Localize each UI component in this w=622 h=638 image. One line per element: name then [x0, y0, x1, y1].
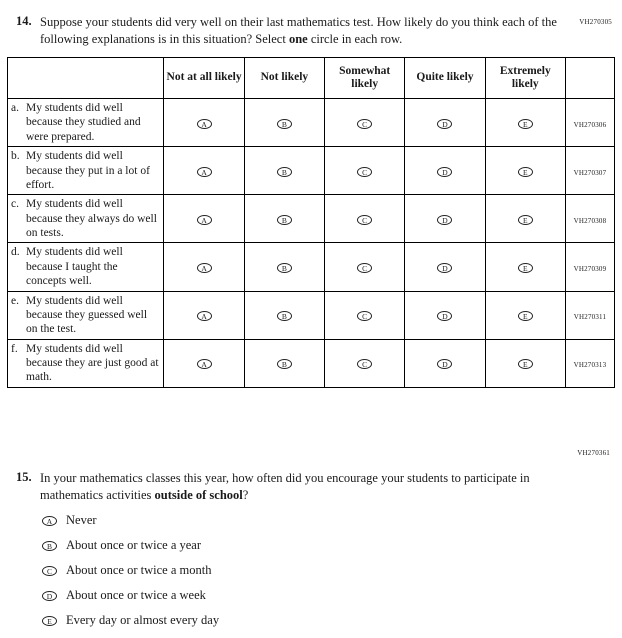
answer-bubble-b-A[interactable]: A — [197, 167, 212, 177]
header-not-at-all-likely: Not at all likely — [164, 58, 244, 99]
row-f-letter: f. — [11, 342, 18, 355]
option-never — [42, 513, 560, 528]
likert-table — [7, 57, 615, 388]
answer-bubble-a-D[interactable]: D — [437, 119, 452, 129]
option-once-twice-month — [42, 563, 560, 578]
row-e-code-text: VH270311 — [573, 313, 607, 322]
table-row — [8, 339, 615, 387]
row-e-text: My students did well because they guessed well on the test. — [26, 294, 148, 336]
row-d-text: My students did well because I taught the concepts well. — [26, 246, 123, 288]
answer-bubble-b-C[interactable]: C — [357, 167, 372, 177]
option-once-twice-month-label: About once or twice a month — [66, 563, 212, 577]
answer-bubble-e-E[interactable]: E — [518, 311, 533, 321]
row-a-cell-D — [405, 99, 485, 147]
row-c-cell-E — [485, 195, 565, 243]
row-a-cell-C — [325, 99, 405, 147]
answer-bubble-c-B[interactable]: B — [277, 215, 292, 225]
row-d-cell-A — [164, 243, 244, 291]
question-14-text-part2: circle in each row. — [307, 31, 403, 46]
row-b-cell-A — [164, 147, 244, 195]
row-d-letter: d. — [11, 246, 20, 259]
answer-bubble-15-C[interactable]: C — [42, 566, 57, 576]
table-row — [8, 147, 615, 195]
answer-bubble-d-B[interactable]: B — [277, 263, 292, 273]
answer-bubble-f-E[interactable]: E — [518, 359, 533, 369]
answer-bubble-b-D[interactable]: D — [437, 167, 452, 177]
answer-bubble-a-E[interactable]: E — [518, 119, 533, 129]
answer-bubble-15-D[interactable]: D — [42, 591, 57, 601]
row-c-code — [565, 195, 614, 243]
row-c-cell-A — [164, 195, 244, 243]
question-15 — [16, 470, 560, 638]
question-15-options — [42, 513, 560, 628]
row-a-cell-B — [244, 99, 324, 147]
answer-bubble-15-B[interactable]: B — [42, 541, 57, 551]
answer-bubble-15-E[interactable]: E — [42, 616, 57, 626]
row-a-text: My students did well because they studied and were prepared. — [26, 102, 141, 143]
row-f-cell-D — [405, 339, 485, 387]
answer-bubble-c-C[interactable]: C — [357, 215, 372, 225]
header-not-likely: Not likely — [244, 58, 324, 99]
option-never-label: Never — [66, 513, 97, 527]
answer-bubble-a-C[interactable]: C — [357, 119, 372, 129]
row-f-cell-C — [325, 339, 405, 387]
row-c-cell-C — [325, 195, 405, 243]
row-c-cell-D — [405, 195, 485, 243]
row-f-label — [8, 339, 164, 387]
row-e-letter: e. — [11, 294, 19, 307]
row-d-cell-D — [405, 243, 485, 291]
row-b-cell-E — [485, 147, 565, 195]
question-15-text — [40, 470, 560, 503]
answer-bubble-e-D[interactable]: D — [437, 311, 452, 321]
table-row — [8, 195, 615, 243]
row-b-cell-D — [405, 147, 485, 195]
likert-table-wrapper — [7, 57, 615, 388]
header-extremely-likely: Extremely likely — [485, 58, 565, 99]
row-e-cell-D — [405, 291, 485, 339]
header-somewhat-likely: Somewhat likely — [325, 58, 405, 99]
answer-bubble-c-A[interactable]: A — [197, 215, 212, 225]
answer-bubble-f-D[interactable]: D — [437, 359, 452, 369]
header-empty-code — [565, 58, 614, 99]
accession-code-top: VH270305 — [579, 18, 612, 26]
table-row — [8, 291, 615, 339]
row-f-cell-A — [164, 339, 244, 387]
row-d-code — [565, 243, 614, 291]
row-e-cell-E — [485, 291, 565, 339]
question-15-text-part1: In your mathematics classes this year, how often did you encourage your students to participate in mathematics activities — [40, 471, 530, 502]
row-f-code — [565, 339, 614, 387]
answer-bubble-d-D[interactable]: D — [437, 263, 452, 273]
row-f-cell-B — [244, 339, 324, 387]
row-a-letter: a. — [11, 102, 19, 114]
row-e-code — [565, 291, 614, 339]
answer-bubble-d-E[interactable]: E — [518, 263, 533, 273]
option-once-twice-week — [42, 588, 560, 603]
answer-bubble-c-D[interactable]: D — [437, 215, 452, 225]
question-15-text-part2: ? — [242, 487, 249, 502]
question-14-text — [40, 14, 560, 47]
row-e-cell-C — [325, 291, 405, 339]
table-header-row — [8, 58, 615, 99]
row-d-cell-E — [485, 243, 565, 291]
table-row — [8, 243, 615, 291]
option-once-twice-year-label: About once or twice a year — [66, 538, 202, 552]
row-b-text: My students did well because they put in a lot of effort. — [26, 150, 150, 191]
row-e-cell-B — [244, 291, 324, 339]
question-14-text-bold: one — [288, 31, 308, 46]
row-e-cell-A — [164, 291, 244, 339]
answer-bubble-e-A[interactable]: A — [197, 311, 212, 321]
accession-code-mid: VH270361 — [577, 449, 610, 457]
option-once-twice-year — [42, 538, 560, 553]
row-b-code-text: VH270307 — [573, 168, 607, 177]
question-14 — [16, 14, 608, 47]
row-d-cell-B — [244, 243, 324, 291]
question-14-number: 14. — [16, 14, 32, 28]
answer-bubble-b-B[interactable]: B — [277, 167, 292, 177]
row-a-code-text: VH270306 — [573, 120, 607, 129]
table-row — [8, 99, 615, 147]
answer-bubble-d-A[interactable]: A — [197, 263, 212, 273]
option-every-day-label: Every day or almost every day — [66, 613, 220, 627]
row-a-code — [565, 99, 614, 147]
answer-bubble-b-E[interactable]: E — [518, 167, 533, 177]
header-quite-likely: Quite likely — [405, 58, 485, 99]
question-15-text-bold: outside of school — [154, 487, 243, 502]
row-c-label — [8, 195, 164, 243]
answer-bubble-e-B[interactable]: B — [277, 311, 292, 321]
answer-bubble-c-E[interactable]: E — [518, 215, 533, 225]
row-a-label — [8, 99, 164, 147]
row-b-cell-B — [244, 147, 324, 195]
row-b-cell-C — [325, 147, 405, 195]
row-f-code-text: VH270313 — [573, 361, 607, 370]
row-b-code — [565, 147, 614, 195]
row-c-text: My students did well because they always do well on tests. — [26, 198, 157, 239]
answer-bubble-f-C[interactable]: C — [357, 359, 372, 369]
row-d-code-text: VH270309 — [573, 264, 607, 273]
option-once-twice-week-label: About once or twice a week — [66, 588, 206, 602]
row-b-label — [8, 147, 164, 195]
row-c-cell-B — [244, 195, 324, 243]
question-14-text-part1: Suppose your students did very well on their last mathematics test. How likely do you think each of the following explanations is in this situation? Select — [40, 15, 557, 46]
row-f-cell-E — [485, 339, 565, 387]
row-e-label — [8, 291, 164, 339]
answer-bubble-15-A[interactable]: A — [42, 516, 57, 526]
row-c-letter: c. — [11, 198, 19, 211]
answer-bubble-d-C[interactable]: C — [357, 263, 372, 273]
answer-bubble-f-A[interactable]: A — [197, 359, 212, 369]
header-empty-label — [8, 58, 164, 99]
row-b-letter: b. — [11, 150, 20, 163]
row-a-cell-A — [164, 99, 244, 147]
answer-bubble-a-A[interactable]: A — [197, 119, 212, 129]
question-15-number: 15. — [16, 470, 32, 484]
answer-bubble-e-C[interactable]: C — [357, 311, 372, 321]
option-every-day — [42, 613, 560, 628]
row-d-label — [8, 243, 164, 291]
row-c-code-text: VH270308 — [573, 216, 607, 225]
answer-bubble-f-B[interactable]: B — [277, 359, 292, 369]
row-d-cell-C — [325, 243, 405, 291]
row-f-text: My students did well because they are just good at math. — [26, 342, 159, 384]
row-a-cell-E — [485, 99, 565, 147]
answer-bubble-a-B[interactable]: B — [277, 119, 292, 129]
